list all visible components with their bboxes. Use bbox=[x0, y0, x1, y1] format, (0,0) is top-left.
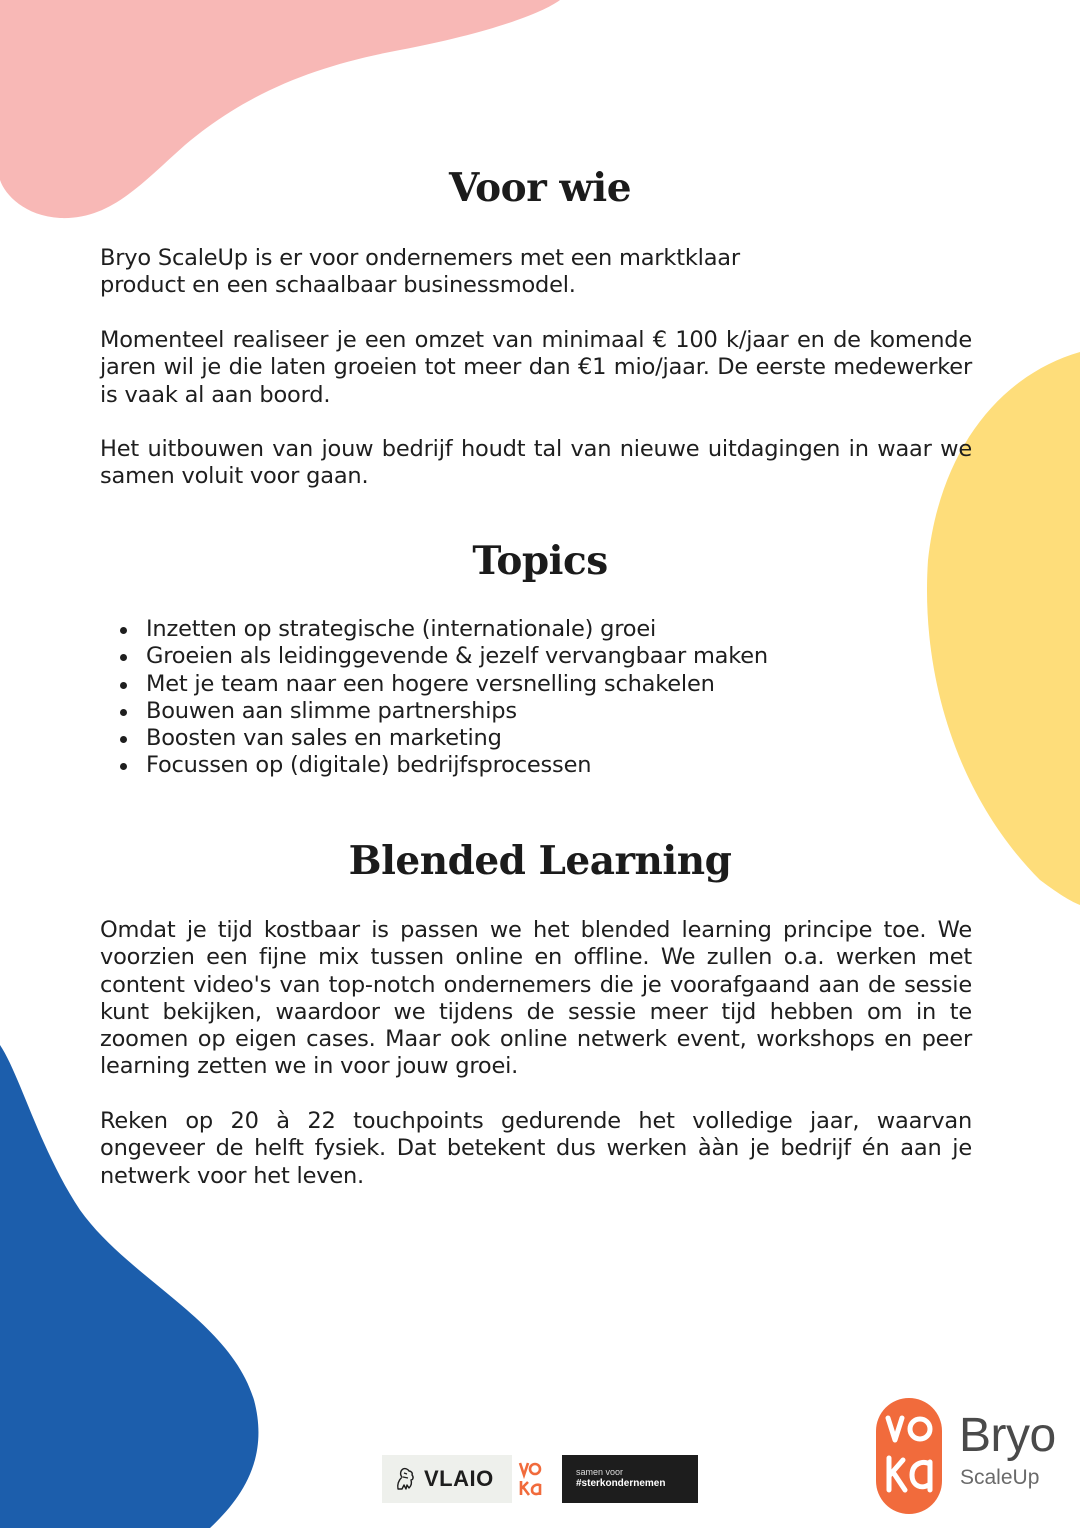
topic-label: Groeien als leidinggevende & jezelf vervangbaar maken bbox=[146, 643, 768, 670]
topic-label: Boosten van sales en marketing bbox=[146, 725, 502, 752]
topic-label: Met je team naar een hogere versnelling schakelen bbox=[146, 670, 715, 697]
voor-wie-intro-line2: product en een schaalbaar businessmodel. bbox=[100, 272, 576, 299]
sterkondernemen-label: #sterkondernemen bbox=[576, 1478, 666, 1489]
topics-heading: Topics bbox=[472, 538, 608, 584]
vlaio-label: VLAIO bbox=[424, 1466, 494, 1491]
scaleup-wordmark: ScaleUp bbox=[960, 1466, 1040, 1489]
list-item bbox=[100, 698, 768, 725]
voor-wie-heading: Voor wie bbox=[448, 165, 632, 211]
voka-logo-small bbox=[512, 1455, 562, 1503]
voor-wie-uitbouwen-paragraph: Het uitbouwen van jouw bedrijf houdt tal van nieuwe uitdagingen in waar we samen voluit voor gaan. bbox=[100, 436, 972, 490]
touchpoints-paragraph: Reken op 20 à 22 touchpoints gedurende het volledige jaar, waarvan ongeveer de helft fysiek. Dat betekent dus werken ààn je bedrijf én aan je netwerk voor het leven. bbox=[100, 1108, 972, 1189]
list-item bbox=[100, 643, 768, 670]
voka-logo bbox=[874, 1396, 944, 1516]
voor-wie-omzet-paragraph: Momenteel realiseer je een omzet van minimaal € 100 k/jaar en de komende jaren wil je die laten groeien tot meer dan €1 mio/jaar. De eerste medewerker is vaak al aan boord. bbox=[100, 327, 972, 408]
voor-wie-intro bbox=[100, 245, 972, 300]
topics-list bbox=[100, 616, 768, 780]
bryo-wordmark: Bryo bbox=[959, 1409, 1056, 1462]
bryo-scaleup-logo bbox=[874, 1396, 1074, 1516]
bullet-icon bbox=[120, 627, 127, 634]
list-item bbox=[100, 752, 768, 779]
bullet-icon bbox=[120, 736, 127, 743]
samen-voor-label: samen voor bbox=[576, 1467, 624, 1477]
blended-learning-paragraph: Omdat je tijd kostbaar is passen we het blended learning principe toe. We voorzien een fijne mix tussen online en offline. We zullen o.a. werken met content video's van top-notch ondernemers die je voorafgaand aan de sessie kunt bekijken, waardoor we tijdens de sessie meer tijd hebben om in te zoomen op eigen cases. Maar ook online netwerk event, workshops en peer learning zetten we in voor jouw groei. bbox=[100, 917, 972, 1080]
voor-wie-intro-line1: Bryo ScaleUp is er voor ondernemers met een marktklaar bbox=[100, 245, 740, 271]
vlaio-logo bbox=[382, 1455, 512, 1503]
bullet-icon bbox=[120, 682, 127, 689]
blended-learning-heading: Blended Learning bbox=[348, 838, 732, 884]
list-item bbox=[100, 671, 768, 698]
list-item bbox=[100, 616, 768, 643]
voka-icon bbox=[512, 1455, 562, 1503]
bullet-icon bbox=[120, 763, 127, 770]
bullet-icon bbox=[120, 654, 127, 661]
topic-label: Inzetten op strategische (internationale) groei bbox=[146, 616, 657, 642]
topic-label: Bouwen aan slimme partnerships bbox=[146, 697, 517, 724]
list-item bbox=[100, 725, 768, 752]
lion-icon bbox=[394, 1467, 416, 1491]
partner-logos bbox=[382, 1455, 698, 1503]
sterkondernemen-badge bbox=[562, 1455, 698, 1503]
bullet-icon bbox=[120, 709, 127, 716]
topic-label: Focussen op (digitale) bedrijfsprocessen bbox=[146, 752, 592, 779]
